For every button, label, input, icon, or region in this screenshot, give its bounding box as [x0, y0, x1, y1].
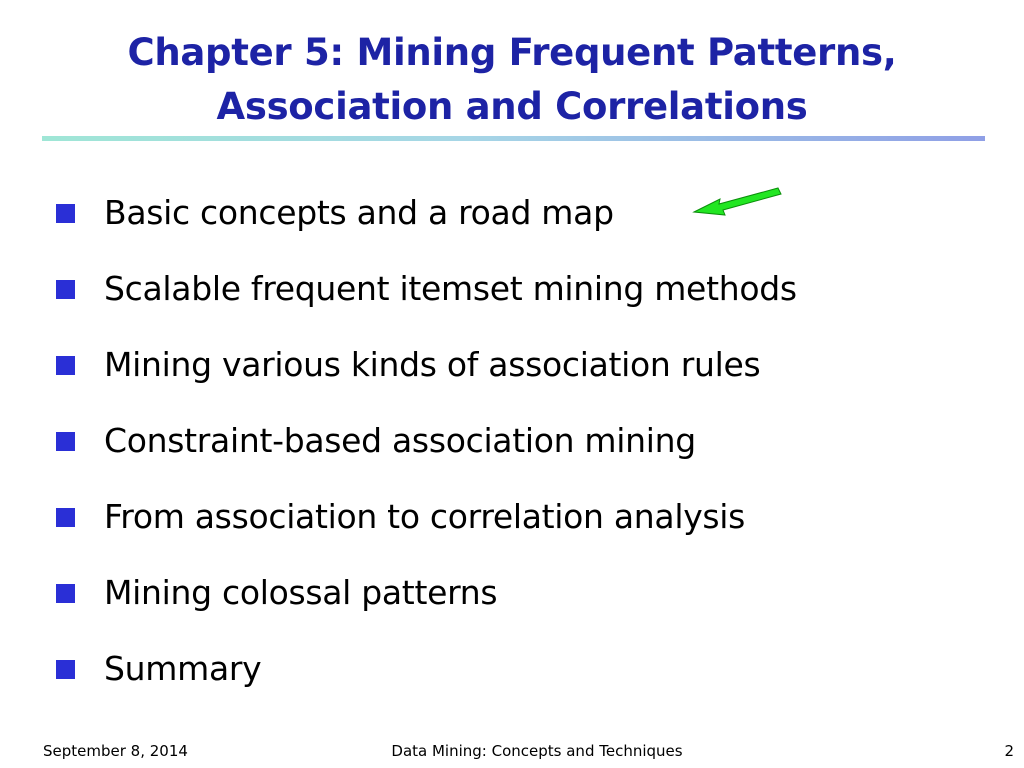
bullet-square-icon [56, 660, 75, 679]
slide-title-line-2: Association and Correlations [216, 85, 808, 128]
bullet-item [56, 408, 797, 484]
slide-title [40, 26, 984, 134]
bullet-text: From association to correlation analysis [104, 497, 746, 536]
bullet-item [56, 332, 797, 408]
bullet-item [56, 484, 797, 560]
bullet-square-icon [56, 280, 75, 299]
arrow-left-icon [692, 185, 786, 219]
footer-page-number: 2 [1004, 742, 1014, 760]
title-divider [42, 136, 985, 141]
slide-title-line-1: Chapter 5: Mining Frequent Patterns, [127, 31, 897, 74]
bullet-item [56, 560, 797, 636]
bullet-text: Constraint-based association mining [104, 421, 696, 460]
bullet-square-icon [56, 508, 75, 527]
bullet-text: Basic concepts and a road map [104, 193, 614, 232]
bullet-text: Mining colossal patterns [104, 573, 498, 612]
bullet-square-icon [56, 432, 75, 451]
footer-date: September 8, 2014 [43, 742, 188, 760]
bullet-text: Mining various kinds of association rules [104, 345, 761, 384]
footer-course-title: Data Mining: Concepts and Techniques [391, 742, 683, 760]
bullet-square-icon [56, 584, 75, 603]
bullet-square-icon [56, 204, 75, 223]
bullet-text: Scalable frequent itemset mining methods [104, 269, 797, 308]
bullet-item [56, 636, 797, 712]
bullet-list [56, 180, 797, 712]
bullet-text: Summary [104, 649, 262, 688]
bullet-item [56, 180, 797, 256]
bullet-square-icon [56, 356, 75, 375]
bullet-item [56, 256, 797, 332]
